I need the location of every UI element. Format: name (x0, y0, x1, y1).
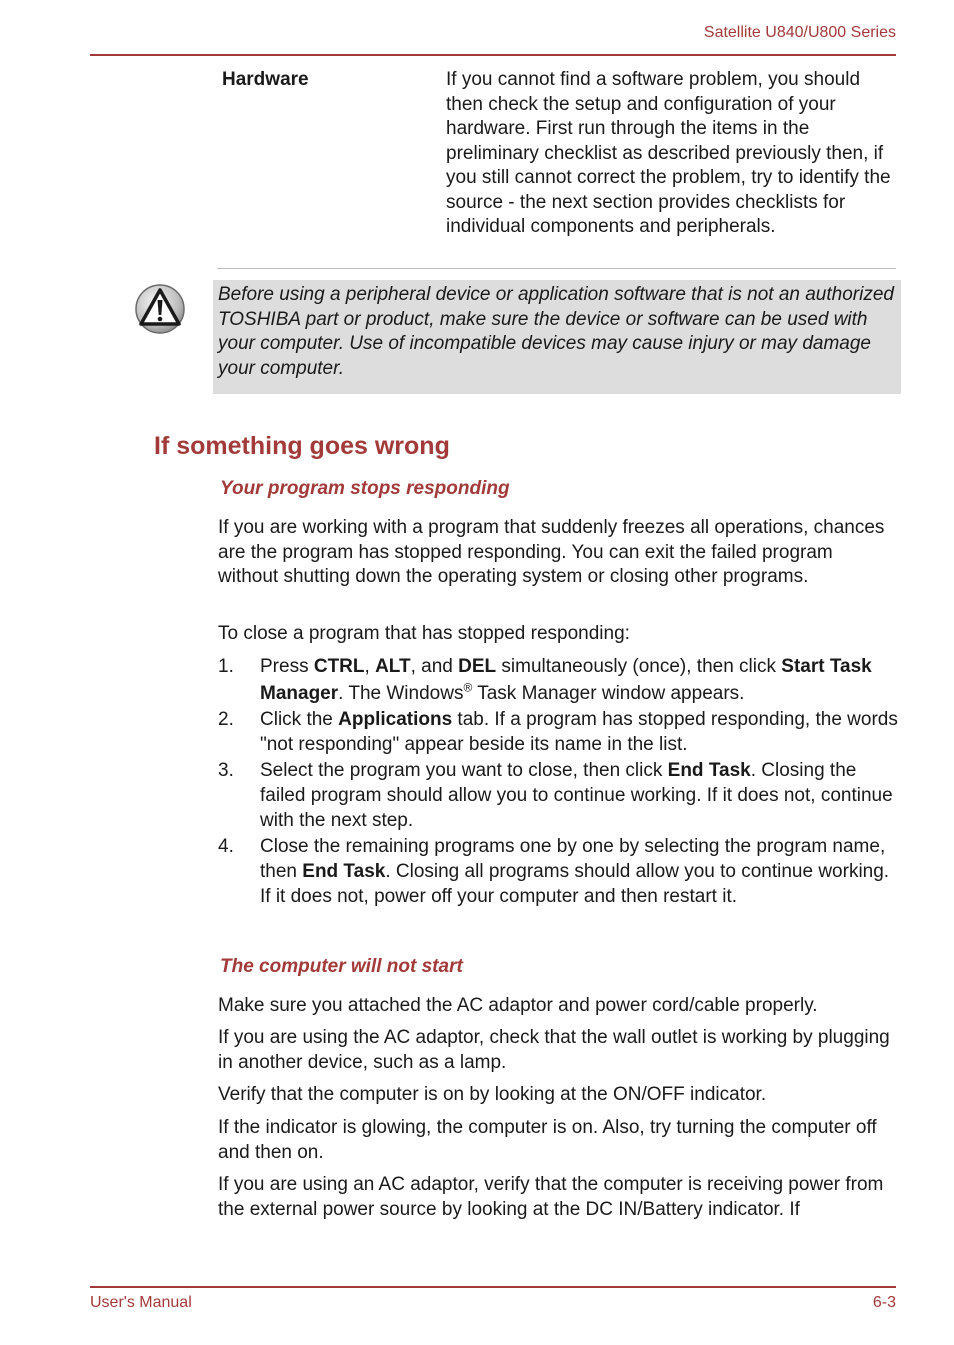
list-text: Press CTRL, ALT, and DEL simultaneously (once), then click Start Task Manager. The Windows® Task Manager window appears. (260, 656, 872, 704)
header-rule (90, 54, 896, 56)
list-number: 3. (218, 760, 234, 781)
section-title: If something goes wrong (154, 432, 450, 460)
subsection-title-program: Your program stops responding (220, 478, 510, 499)
running-header: Satellite U840/U800 Series (703, 24, 896, 41)
paragraph: If you are working with a program that suddenly freezes all operations, chances are the program has stopped responding. You can exit the failed program without shutting down the operating system or closing other programs. (218, 517, 885, 587)
footer-page-number: 6-3 (872, 1294, 896, 1311)
hardware-term: Hardware (222, 69, 309, 90)
list-text: Click the Applications tab. If a program has stopped responding, the words "not responding" appear beside its name in the list. (260, 709, 898, 755)
list-number: 1. (218, 656, 234, 677)
footer-rule (90, 1286, 896, 1288)
warning-triangle-icon (134, 283, 186, 335)
paragraph: If the indicator is glowing, the computer is on. Also, try turning the computer off and then on. (218, 1117, 877, 1163)
hardware-definition: If you cannot find a software problem, you should then check the setup and configuration of your hardware. First run through the items in the preliminary checklist as described previously then, if you still cannot correct the problem, try to identify the source - the next section provides checklists for individual components and peripherals. (446, 69, 891, 237)
list-text: Close the remaining programs one by one by selecting the program name, then End Task. Closing all programs should allow you to continue working. If it does not, power off your computer and then restart it. (260, 836, 890, 907)
subsection-title-start: The computer will not start (220, 956, 463, 977)
footer-manual-title: User's Manual (90, 1294, 192, 1311)
table-rule (217, 268, 896, 269)
paragraph: Verify that the computer is on by looking at the ON/OFF indicator. (218, 1084, 767, 1105)
list-number: 2. (218, 709, 234, 730)
list-text: Select the program you want to close, then click End Task. Closing the failed program should allow you to continue working. If it does not, continue with the next step. (260, 760, 893, 831)
paragraph: Make sure you attached the AC adaptor and power cord/cable properly. (218, 995, 818, 1016)
warning-box (213, 280, 901, 394)
paragraph: If you are using an AC adaptor, verify that the computer is receiving power from the external power source by looking at the DC IN/Battery indicator. If (218, 1174, 884, 1220)
list-number: 4. (218, 836, 234, 857)
warning-text: Before using a peripheral device or application software that is not an authorized TOSHIBA part or product, make sure the device or software can be used with your computer. Use of incompatible devices may cause injury or may damage your computer. (218, 284, 894, 379)
paragraph: To close a program that has stopped responding: (218, 623, 630, 644)
paragraph: If you are using the AC adaptor, check that the wall outlet is working by plugging in another device, such as a lamp. (218, 1027, 890, 1073)
